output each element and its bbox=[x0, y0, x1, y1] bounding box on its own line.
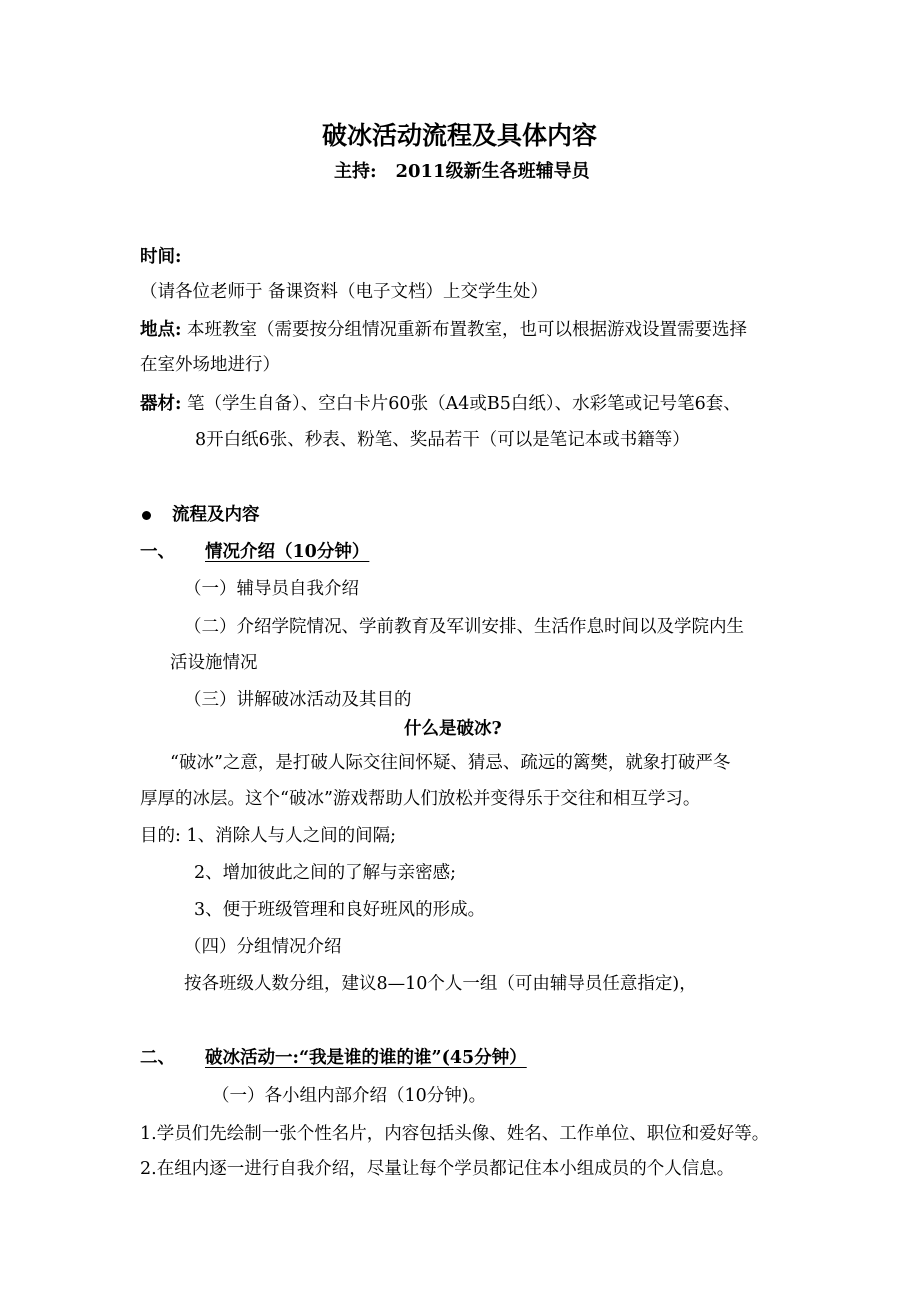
section2-step-1: 1.学员们先绘制一张个性名片，内容包括头像、姓名、工作单位、职位和爱好等。 bbox=[140, 1124, 770, 1144]
purpose-3: 3、便于班级管理和良好班风的形成。 bbox=[194, 900, 486, 920]
definition-paragraph-1: “破冰”之意，是打破人际交往间怀疑、猜忌、疏远的篱樊，就象打破严冬 bbox=[170, 753, 731, 773]
grouping-text: 按各班级人数分组，建议8—10个人一组（可由辅导员任意指定)， bbox=[184, 974, 697, 994]
equipment-text: 笔（学生自备）、空白卡片60张（A4或B5白纸）、水彩笔或记号笔6套、 bbox=[187, 394, 741, 414]
time-note: （请各位老师于 备课资料（电子文档）上交学生处） bbox=[140, 282, 549, 302]
place-line bbox=[140, 318, 747, 342]
place-label: 地点: bbox=[140, 320, 182, 340]
purpose-2: 2、增加彼此之间的了解与亲密感; bbox=[194, 863, 457, 883]
time-label: 时间: bbox=[140, 247, 182, 267]
section1-item-1: （一）辅导员自我介绍 bbox=[184, 579, 359, 599]
bullet-icon bbox=[142, 511, 151, 520]
place-text: 本班教室（需要按分组情况重新布置教室，也可以根据游戏设置需要选择 bbox=[187, 320, 748, 340]
equipment-label: 器材: bbox=[140, 394, 182, 414]
section2-step-2: 2.在组内逐一进行自我介绍，尽量让每个学员都记住本小组成员的个人信息。 bbox=[140, 1159, 735, 1179]
host-value: 2011级新生各班辅导员 bbox=[395, 161, 590, 182]
place-text-cont: 在室外场地进行） bbox=[140, 355, 280, 375]
section1-item-4: （四）分组情况介绍 bbox=[184, 937, 342, 957]
what-is-icebreaking-heading: 什么是破冰? bbox=[404, 719, 502, 739]
section1-item-2: （二）介绍学院情况、学前教育及军训安排、生活作息时间以及学院内生 bbox=[184, 617, 744, 637]
equipment-line bbox=[140, 392, 741, 416]
section1-number: 一、 bbox=[140, 542, 175, 562]
section1-title: 情况介绍（10分钟） bbox=[205, 542, 370, 562]
equipment-text-cont: 8开白纸6张、秒表、粉笔、奖品若干（可以是笔记本或书籍等） bbox=[195, 430, 690, 450]
section1-item-2-cont: 活设施情况 bbox=[170, 653, 258, 673]
definition-paragraph-2: 厚厚的冰层。这个“破冰”游戏帮助人们放松并变得乐于交往和相互学习。 bbox=[140, 789, 701, 809]
section2-title: 破冰活动一:“我是谁的谁的谁”(45分钟） bbox=[205, 1048, 527, 1068]
section1-item-3: （三）讲解破冰活动及其目的 bbox=[184, 690, 412, 710]
flow-heading: 流程及内容 bbox=[172, 505, 260, 525]
section2-subitem-1: （一）各小组内部介绍（10分钟)。 bbox=[212, 1086, 487, 1106]
host-line bbox=[334, 160, 590, 184]
purpose-1: 目的: 1、消除人与人之间的间隔; bbox=[140, 826, 396, 846]
host-label: 主持: bbox=[334, 161, 377, 182]
section2-number: 二、 bbox=[140, 1048, 175, 1068]
document-title: 破冰活动流程及具体内容 bbox=[322, 121, 598, 150]
